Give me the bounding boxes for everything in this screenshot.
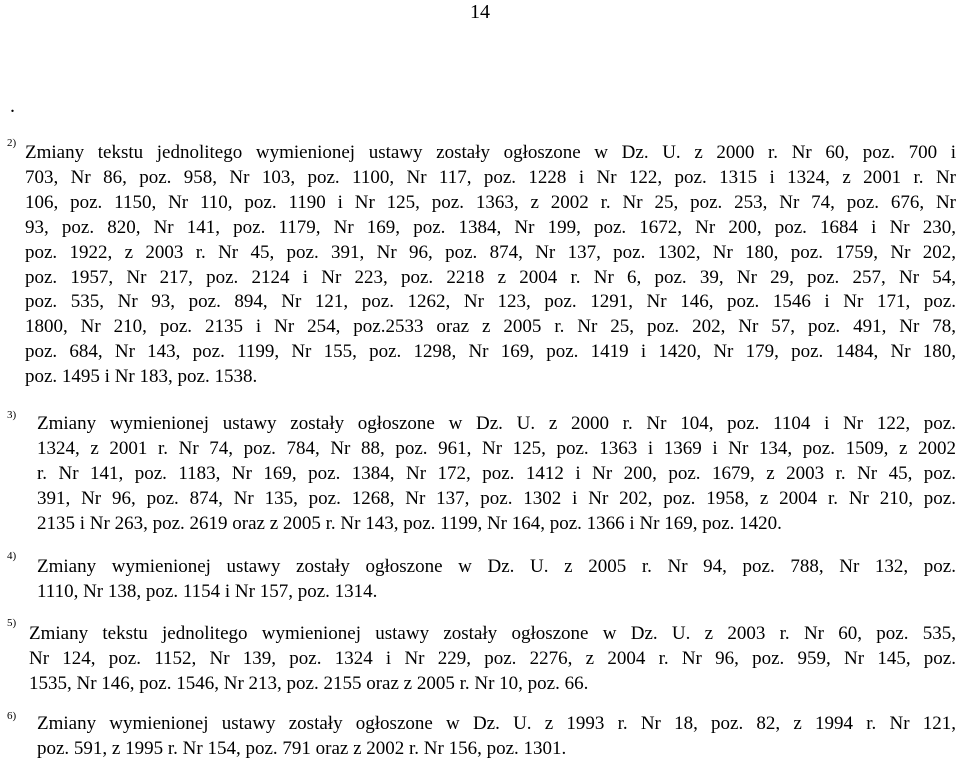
footnote-line: r. Nr 141, poz. 1183, Nr 169, poz. 1384, Nr 172, poz. 1412 i Nr 200, poz. 1679, z 2003 r. Nr 45, poz. [37,462,956,484]
footnote-2-marker: 2) [7,137,17,149]
footnote-line: 1324, z 2001 r. Nr 74, poz. 784, Nr 88, poz. 961, Nr 125, poz. 1363 i 1369 i Nr 134, poz. 1509, z 2002 [37,437,956,459]
footnote-line: 1110, Nr 138, poz. 1154 i Nr 157, poz. 1314. [37,580,378,602]
footnote-4-text [37,555,956,605]
footnote-line: 391, Nr 96, poz. 874, Nr 135, poz. 1268, Nr 137, poz. 1302 i Nr 202, poz. 1958, z 2004 r. Nr 210, poz. [37,487,956,509]
footnote-3-marker: 3) [7,409,17,421]
page-number: 14 [470,1,490,23]
footnote-5-text [29,622,956,697]
footnote-line: 1535, Nr 146, poz. 1546, Nr 213, poz. 2155 oraz z 2005 r. Nr 10, poz. 66. [29,672,589,694]
footnote-line: 93, poz. 820, Nr 141, poz. 1179, Nr 169, poz. 1384, Nr 199, poz. 1672, Nr 200, poz. 1684 i Nr 230, [25,216,956,238]
footnote-line: poz. 684, Nr 143, poz. 1199, Nr 155, poz. 1298, Nr 169, poz. 1419 i 1420, Nr 179, poz. 1484, Nr 180, [25,341,956,363]
footnote-6-text [37,712,956,762]
footnote-line: 2135 i Nr 263, poz. 2619 oraz z 2005 r. Nr 143, poz. 1199, Nr 164, poz. 1366 i Nr 169, poz. 1420. [37,512,782,534]
footnote-line: poz. 1922, z 2003 r. Nr 45, poz. 391, Nr 96, poz. 874, Nr 137, poz. 1302, Nr 180, poz. 1759, Nr 202, [25,241,956,263]
footnote-line: poz. 535, Nr 93, poz. 894, Nr 121, poz. 1262, Nr 123, poz. 1291, Nr 146, poz. 1546 i Nr 171, poz. [25,291,956,313]
footnote-line: Zmiany wymienionej ustawy zostały ogłoszone w Dz. U. z 2000 r. Nr 104, poz. 1104 i Nr 122, poz. [37,413,956,434]
footnote-6-marker: 6) [7,710,17,722]
footnote-line: Nr 124, poz. 1152, Nr 139, poz. 1324 i Nr 229, poz. 2276, z 2004 r. Nr 96, poz. 959, Nr 145, poz. [29,647,956,669]
footnote-line: poz. 591, z 1995 r. Nr 154, poz. 791 oraz z 2002 r. Nr 156, poz. 1301. [37,737,567,759]
footnote-4-marker: 4) [7,550,17,562]
stray-mark: . [10,95,15,117]
footnote-line: Zmiany wymienionej ustawy zostały ogłoszone w Dz. U. z 2005 r. Nr 94, poz. 788, Nr 132, poz. [37,556,956,577]
footnote-line: 703, Nr 86, poz. 958, Nr 103, poz. 1100, Nr 117, poz. 1228 i Nr 122, poz. 1315 i 1324, z 2001 r. Nr [25,166,956,188]
footnote-5-marker: 5) [7,617,17,629]
footnote-line: poz. 1495 i Nr 183, poz. 1538. [25,366,258,388]
footnote-line: 106, poz. 1150, Nr 110, poz. 1190 i Nr 125, poz. 1363, z 2002 r. Nr 25, poz. 253, Nr 74, poz. 676, Nr [25,191,956,213]
footnote-line: Zmiany tekstu jednolitego wymienionej ustawy zostały ogłoszone w Dz. U. z 2000 r. Nr 60, poz. 700 i [25,142,956,163]
footnote-2-text [25,141,956,390]
footnote-line: poz. 1957, Nr 217, poz. 2124 i Nr 223, poz. 2218 z 2004 r. Nr 6, poz. 39, Nr 29, poz. 257, Nr 54, [25,266,956,288]
footnote-line: Zmiany tekstu jednolitego wymienionej ustawy zostały ogłoszone w Dz. U. z 2003 r. Nr 60, poz. 535, [29,623,956,644]
footnote-3-text [37,412,956,537]
footnote-line: 1800, Nr 210, poz. 2135 i Nr 254, poz.2533 oraz z 2005 r. Nr 25, poz. 202, Nr 57, poz. 491, Nr 78, [25,316,956,338]
footnote-line: Zmiany wymienionej ustawy zostały ogłoszone w Dz. U. z 1993 r. Nr 18, poz. 82, z 1994 r. Nr 121, [37,713,956,734]
